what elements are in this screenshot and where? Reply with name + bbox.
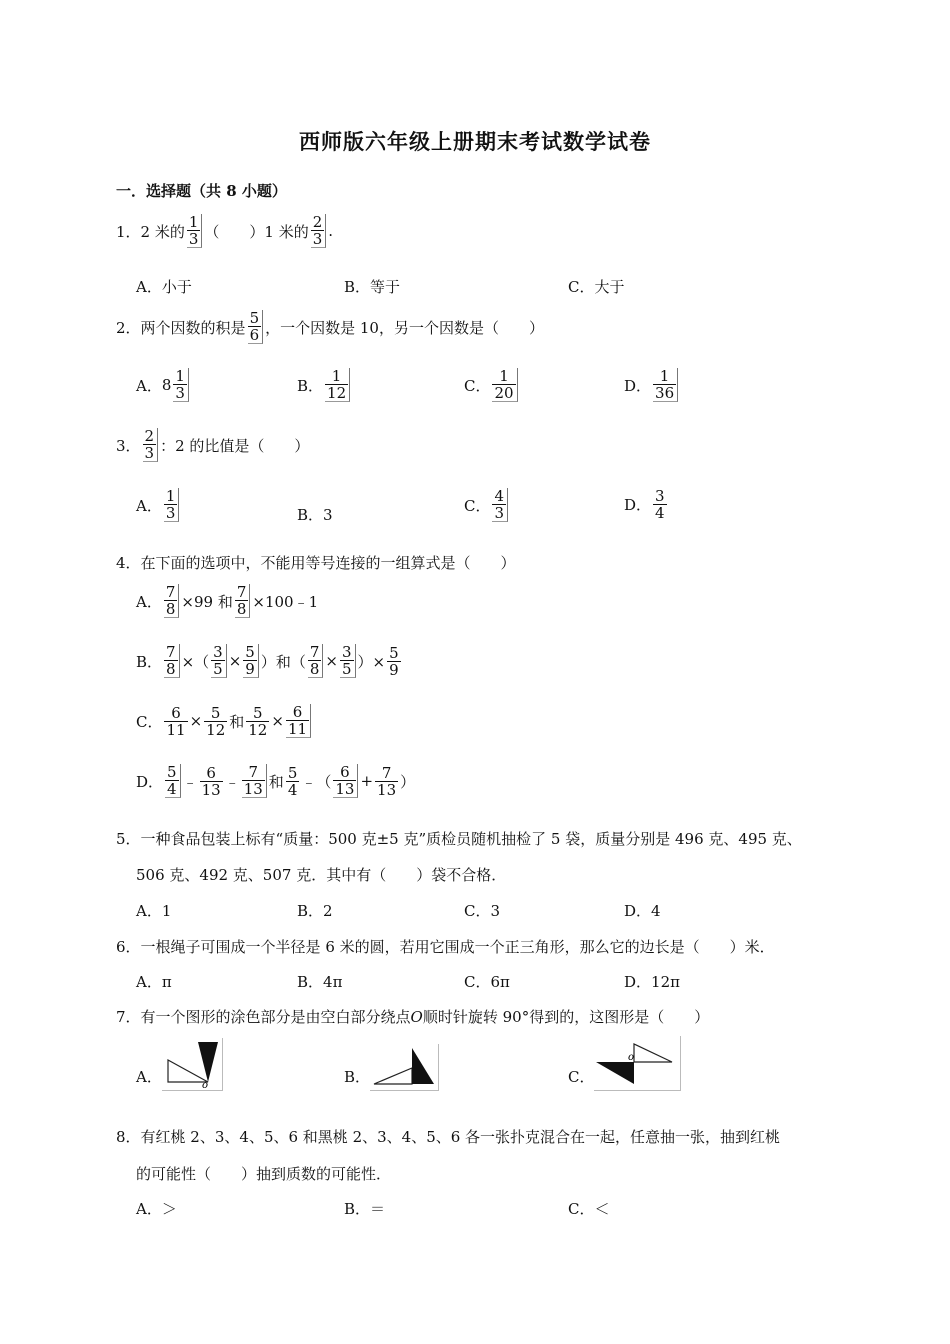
shaded-triangle-b [412, 1048, 434, 1084]
figure-b [370, 1044, 439, 1091]
question-number: 2． [116, 318, 141, 337]
question-8: 8．有红桃 2、3、4、5、6 和黑桃 2、3、4、5、6 各一张扑克混合在一起，任意抽一张，抽到红桃 [116, 1128, 781, 1146]
page-title: 西师版六年级上册期末考试数学试卷 [299, 129, 651, 154]
question-5: 5．一种食品包装上标有“质量：500 克±5 克”质检员随机抽检了 5 袋，质量分别是 496 克、495 克、 [116, 830, 802, 848]
option-d[interactable]: D．4 [624, 902, 661, 920]
fraction: $\frac{1}{3}$ [187, 214, 203, 248]
blank-triangle-b [374, 1068, 412, 1084]
question-text: 2 米的 [140, 222, 185, 241]
option-c[interactable]: C．6π [464, 973, 510, 991]
fraction: $\frac{2}{3}$ [143, 428, 159, 462]
section-heading: 一．选择题（共 8 小题） [116, 182, 287, 200]
option-b[interactable]: B． [344, 1068, 371, 1086]
question-text: 两个因数的积是 [140, 318, 246, 337]
option-b[interactable]: B．3 [297, 506, 333, 524]
question-3 [116, 428, 309, 462]
question-7: 7．有一个图形的涂色部分是由空白部分绕点 O 顺时针旋转 90°得到的，这图形是（ ） [116, 1007, 710, 1026]
option-b[interactable]: B． $\frac{1}{12}$ [297, 368, 352, 402]
option-d[interactable]: D． $\frac{1}{36}$ [624, 368, 680, 402]
question-text: ，一个因数是 10，另一个因数是（ ） [265, 318, 544, 337]
question-1 [116, 214, 333, 248]
point-o: o [628, 1052, 635, 1063]
fraction: $\frac{5}{6}$ [248, 310, 264, 344]
shaded-triangle-a [198, 1042, 218, 1082]
option-c[interactable]: C． $\frac{6}{11}$ × $\frac{5}{12}$ 和 $\frac{5}{12}$ × $\frac{6}{11}$ [136, 704, 313, 738]
option-a[interactable]: A．＞ [136, 1200, 177, 1218]
option-a[interactable]: A．π [136, 973, 172, 991]
question-8-cont: 的可能性（ ）抽到质数的可能性． [136, 1165, 392, 1183]
blank-triangle-a [168, 1060, 208, 1082]
option-a[interactable]: A． $\frac{7}{8}$ ×99 和 $\frac{7}{8}$ ×100﹣1 [136, 583, 319, 618]
option-c[interactable]: C． [568, 1068, 595, 1086]
option-b[interactable]: B．2 [297, 902, 333, 920]
question-number: 3． [116, 436, 141, 455]
option-a[interactable]: A． $\frac{1}{3}$ [136, 488, 181, 522]
option-b[interactable]: B．4π [297, 973, 343, 991]
option-b[interactable]: B． $\frac{7}{8}$ ×（ $\frac{3}{5}$ × $\frac{5}{9}$ ）和（ $\frac{7}{8}$ × $\frac{3}{5}$ ）× $\frac{5}{9}$ [136, 643, 399, 679]
option-c[interactable]: C．3 [464, 902, 501, 920]
question-text: ：2 的比值是（ ） [160, 436, 310, 455]
option-b[interactable]: B．等于 [344, 278, 401, 296]
figure-a [162, 1038, 223, 1091]
question-5-cont: 506 克、492 克、507 克．其中有（ ）袋不合格． [136, 866, 507, 884]
option-d[interactable]: D． $\frac{3}{4}$ [624, 487, 665, 522]
question-text: . [328, 222, 334, 240]
option-b[interactable]: B．＝ [344, 1200, 386, 1218]
question-text: 在下面的选项中，不能用等号连接的一组算式是（ ） [140, 554, 516, 572]
question-number: 1． [116, 222, 141, 241]
fraction: $\frac{2}{3}$ [311, 214, 327, 248]
point-o: o [202, 1080, 209, 1091]
option-d[interactable]: D．12π [624, 973, 680, 991]
option-c[interactable]: C．＜ [568, 1200, 610, 1218]
option-c[interactable]: C．大于 [568, 278, 625, 296]
option-a[interactable]: A．小于 [136, 278, 192, 296]
question-4 [116, 552, 516, 573]
option-a[interactable]: A．1 [136, 902, 172, 920]
option-d[interactable]: D． $\frac{5}{4}$ ﹣ $\frac{6}{13}$ ﹣ $\frac{7}{13}$ 和 $\frac{5}{4}$ ﹣（ $\frac{6}{13}$ + $\frac{7}{13}$ ） [136, 763, 416, 799]
question-text: （ ）1 米的 [204, 222, 309, 241]
figure-c [594, 1036, 681, 1091]
question-6: 6．一根绳子可围成一个半径是 6 米的圆，若用它围成一个正三角形，那么它的边长是（ ）米． [116, 938, 775, 956]
shaded-triangle-c [596, 1062, 634, 1084]
option-c[interactable]: C． $\frac{4}{3}$ [464, 488, 510, 522]
question-number: 4． [116, 554, 141, 572]
option-a[interactable]: A． 8 $\frac{1}{3}$ [136, 368, 191, 402]
option-a[interactable]: A． [136, 1068, 162, 1086]
question-2 [116, 310, 544, 344]
option-c[interactable]: C． $\frac{1}{20}$ [464, 368, 520, 402]
blank-triangle-c [634, 1044, 672, 1062]
